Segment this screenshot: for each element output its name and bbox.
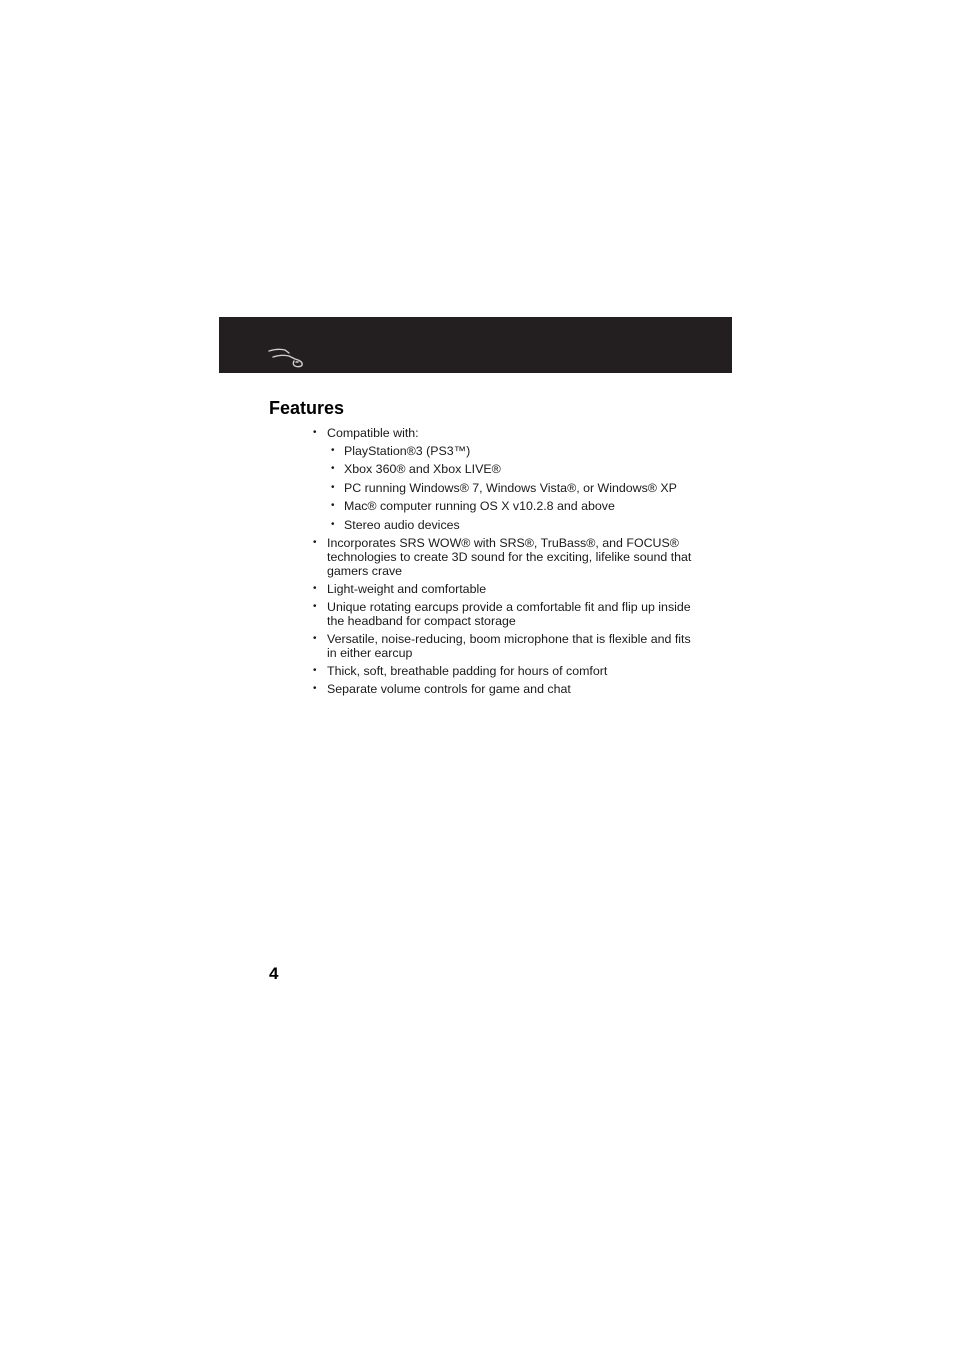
list-item: • Incorporates SRS WOW® with SRS®, TruBass®, and FOCUS® technologies to create 3D sound for the exciting, lifelike sound that gamers crave xyxy=(313,536,693,578)
sub-list-item: • Xbox 360® and Xbox LIVE® xyxy=(327,462,693,476)
compatible-label: Compatible with: xyxy=(327,426,419,440)
sub-list-item: • PlayStation®3 (PS3™) xyxy=(327,444,693,458)
list-item: • Separate volume controls for game and chat xyxy=(313,682,693,696)
page-number: 4 xyxy=(269,964,279,983)
list-item xyxy=(313,426,693,532)
page-title: Features xyxy=(269,398,345,418)
header-band xyxy=(219,317,732,373)
features-list xyxy=(313,426,693,700)
headset-logo-icon xyxy=(267,345,307,369)
sub-list-item: • PC running Windows® 7, Windows Vista®, or Windows® XP xyxy=(327,481,693,495)
list-item: • Light-weight and comfortable xyxy=(313,582,693,596)
list-item: • Versatile, noise-reducing, boom microphone that is flexible and fits in either earcup xyxy=(313,632,693,660)
sub-list-item: • Stereo audio devices xyxy=(327,518,693,532)
list-item: • Unique rotating earcups provide a comfortable fit and flip up inside the headband for compact storage xyxy=(313,600,693,628)
list-item: • Thick, soft, breathable padding for hours of comfort xyxy=(313,664,693,678)
compatible-sublist xyxy=(327,444,693,532)
sub-list-item: • Mac® computer running OS X v10.2.8 and above xyxy=(327,499,693,513)
